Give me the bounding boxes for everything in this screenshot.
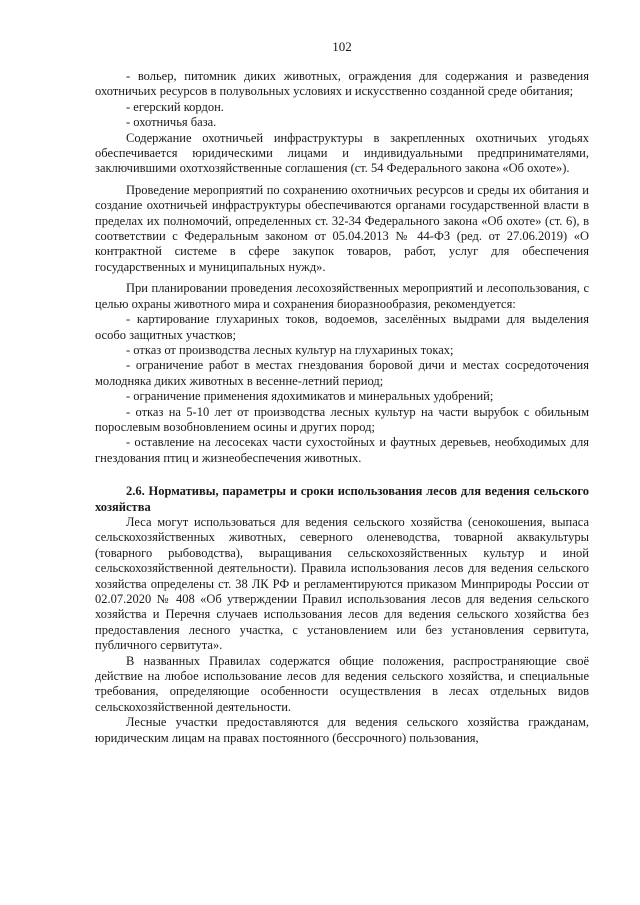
paragraph: Содержание охотничьей инфраструктуры в закрепленных охотничьих угодьях обеспечивается юридическими лицами и индивидуальными предпринимателями, заключившими охотхозяйственные соглашения (ст. 54 Федерального закона «Об охоте»).: [95, 130, 589, 176]
page-body: [95, 69, 589, 746]
list-item: - егерский кордон.: [126, 99, 224, 114]
page-number: 102: [332, 39, 352, 54]
list-item: - вольер, питомник диких животных, ограждения для содержания и разведения охотничьих ресурсов в полувольных условиях и искусственно созданной среде обитания;: [95, 69, 589, 99]
list-item: - ограничение применения ядохимикатов и минеральных удобрений;: [126, 389, 494, 404]
paragraph: В названных Правилах содержатся общие положения, распространяющие своё действие на любое использование лесов для ведения сельского хозяйства, и специальные требования, определяющие особенности осуществления в лесах отдельных видов сельскохозяйственной деятельности.: [95, 653, 589, 714]
paragraph: При планировании проведения лесохозяйственных мероприятий и лесопользования, с целью охраны животного мира и сохранения биоразнообразия, рекомендуется:: [95, 281, 589, 311]
paragraph: Проведение мероприятий по сохранению охотничьих ресурсов и среды их обитания и создание охотничьей инфраструктуры обеспечиваются органами государственной власти в пределах их полномочий, определенных ст. 32-34 Федерального закона «Об охоте» (ст. 6), в соответствии с Федеральным законом от 05.04.2013 № 44-ФЗ (ред. от 27.06.2019) «О контрактной системе в сфере закупок товаров, работ, услуг для обеспечения государственных и муниципальных нужд».: [95, 182, 589, 274]
paragraph: Лесные участки предоставляются для ведения сельского хозяйства гражданам, юридическим лицам на правах постоянного (бессрочного) пользования,: [95, 715, 589, 745]
section-heading: 2.6. Нормативы, параметры и сроки использования лесов для ведения сельского хозяйства: [95, 484, 589, 514]
list-item: - оставление на лесосеках части сухостойных и фаутных деревьев, необходимых для гнездования птиц и жизнеобеспечения животных.: [95, 435, 589, 465]
list-item: - отказ на 5-10 лет от производства лесных культур на части вырубок с обильным порослевым возобновлением осины и других пород;: [95, 404, 589, 434]
paragraph: Леса могут использоваться для ведения сельского хозяйства (сенокошения, выпаса сельскохозяйственных животных, северного оленеводства, товарной аквакультуры (товарного рыбоводства), выращивания сельскохозяйственных культур и иной сельскохозяйственной деятельности). Правила использования лесов для ведения сельского хозяйства определены ст. 38 ЛК РФ и регламентируются приказом Минприроды России от 02.07.2020 № 408 «Об утверждении Правил использования лесов для ведения сельского хозяйства и Перечня случаев использования лесов для ведения сельского хозяйства без предоставления лесного участка, с установлением или без установления сервитута, публичного сервитута».: [95, 514, 589, 653]
list-item: - картирование глухариных токов, водоемов, заселённых выдрами для выделения особо защитных участков;: [95, 312, 589, 342]
list-item: - ограничение работ в местах гнездования боровой дичи и местах сосредоточения молодняка диких животных в весенне-летний период;: [95, 358, 589, 388]
list-item: - охотничья база.: [126, 115, 217, 130]
list-item: - отказ от производства лесных культур на глухариных токах;: [126, 342, 454, 357]
